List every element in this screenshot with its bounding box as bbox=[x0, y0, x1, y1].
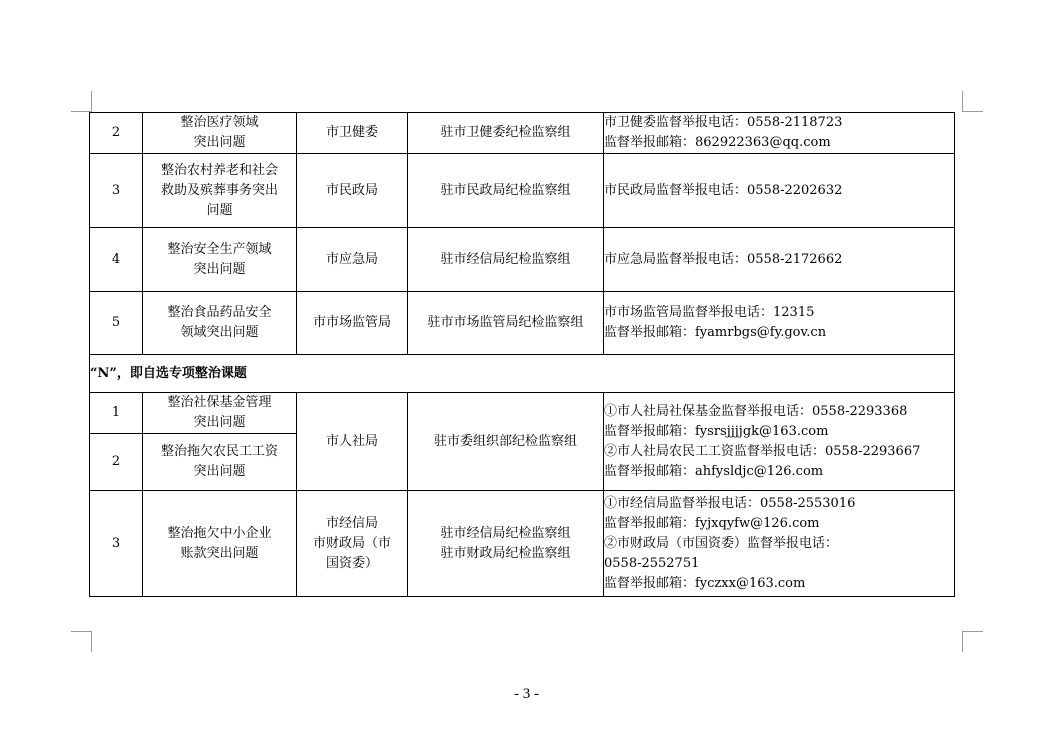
responsible-department: 市民政局 bbox=[297, 154, 408, 228]
issue-item: 整治食品药品安全 领域突出问题 bbox=[143, 292, 297, 355]
row-number: 4 bbox=[90, 228, 143, 292]
crop-mark-top-left bbox=[71, 91, 92, 112]
issue-item: 整治拖欠农民工工资 突出问题 bbox=[143, 434, 297, 491]
table-row bbox=[90, 491, 955, 597]
issue-item: 整治医疗领域 突出问题 bbox=[143, 113, 297, 154]
supervising-group: 驻市委组织部纪检监察组 bbox=[408, 393, 604, 491]
contact-info: ①市人社局社保基金监督举报电话：0558-2293368 监督举报邮箱：fysrsjjjjgk@163.com ②市人社局农民工工资监督举报电话：0558-2293667 监督举报邮箱：ahfysldjc@126.com bbox=[604, 393, 955, 491]
responsible-department: 市卫健委 bbox=[297, 113, 408, 154]
contact-info: 市应急局监督举报电话：0558-2172662 bbox=[604, 228, 955, 292]
row-number: 2 bbox=[90, 434, 143, 491]
contact-info: 市民政局监督举报电话：0558-2202632 bbox=[604, 154, 955, 228]
crop-mark-bottom-left bbox=[71, 631, 92, 652]
crop-mark-bottom-right bbox=[962, 631, 983, 652]
contact-info: 市卫健委监督举报电话：0558-2118723 监督举报邮箱：862922363@qq.com bbox=[604, 113, 955, 154]
row-number: 3 bbox=[90, 154, 143, 228]
table-row bbox=[90, 113, 955, 154]
issue-item: 整治社保基金管理 突出问题 bbox=[143, 393, 297, 434]
supervising-group: 驻市经信局纪检监察组 驻市财政局纪检监察组 bbox=[408, 491, 604, 597]
table-row bbox=[90, 228, 955, 292]
table-row bbox=[90, 154, 955, 228]
responsible-department: 市人社局 bbox=[297, 393, 408, 491]
contact-info: ①市经信局监督举报电话：0558-2553016 监督举报邮箱：fyjxqyfw@126.com ②市财政局（市国资委）监督举报电话： 0558-2552751 监督举报邮箱：fyczxx@163.com bbox=[604, 491, 955, 597]
crop-mark-top-right bbox=[962, 91, 983, 112]
row-number: 5 bbox=[90, 292, 143, 355]
supervision-table bbox=[89, 112, 955, 597]
supervising-group: 驻市市场监管局纪检监察组 bbox=[408, 292, 604, 355]
contact-info: 市市场监管局监督举报电话：12315 监督举报邮箱：fyamrbgs@fy.gov.cn bbox=[604, 292, 955, 355]
supervising-group: 驻市卫健委纪检监察组 bbox=[408, 113, 604, 154]
responsible-department: 市应急局 bbox=[297, 228, 408, 292]
section-title: “N”，即自选专项整治课题 bbox=[90, 355, 955, 393]
page-number: - 3 - bbox=[514, 686, 539, 702]
supervising-group: 驻市民政局纪检监察组 bbox=[408, 154, 604, 228]
issue-item: 整治安全生产领域 突出问题 bbox=[143, 228, 297, 292]
row-number: 1 bbox=[90, 393, 143, 434]
section-header-row bbox=[90, 355, 955, 393]
table-row bbox=[90, 393, 955, 434]
responsible-department: 市市场监管局 bbox=[297, 292, 408, 355]
issue-item: 整治拖欠中小企业 账款突出问题 bbox=[143, 491, 297, 597]
row-number: 2 bbox=[90, 113, 143, 154]
supervising-group: 驻市经信局纪检监察组 bbox=[408, 228, 604, 292]
row-number: 3 bbox=[90, 491, 143, 597]
table-row bbox=[90, 292, 955, 355]
responsible-department: 市经信局 市财政局（市 国资委） bbox=[297, 491, 408, 597]
issue-item: 整治农村养老和社会 救助及殡葬事务突出 问题 bbox=[143, 154, 297, 228]
